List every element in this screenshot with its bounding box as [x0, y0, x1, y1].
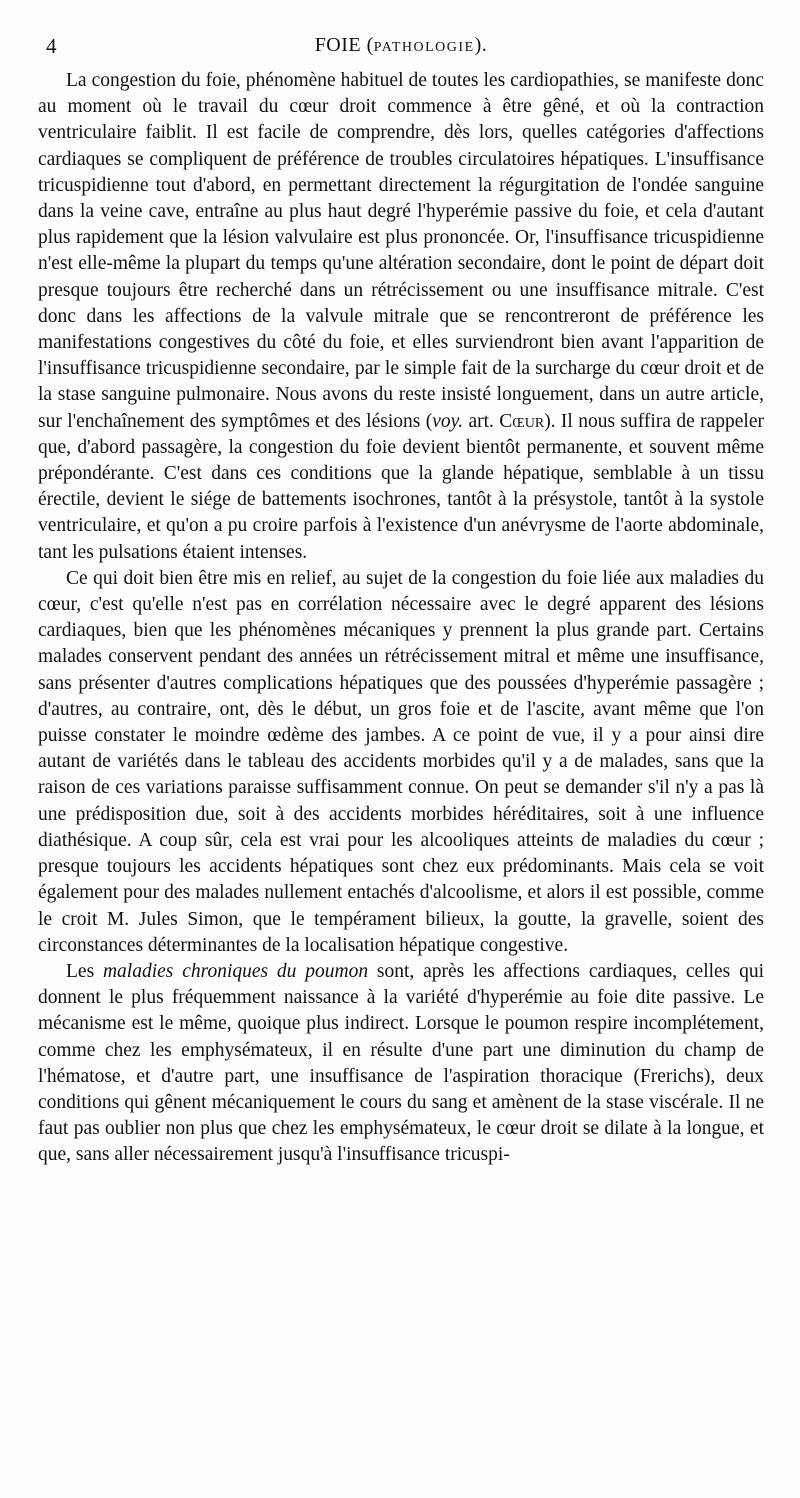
paragraph-2 [38, 566, 764, 959]
text-run: ). Il nous suffira de rappeler que, d'abord passagère, la congestion du foie devient bientôt permanente, et souvent même prépondérante. C'est dans ces conditions que la glande hépatique, semblable à un tissu érectile, devient le siége de battements isochrones, tantôt à la présystole, tantôt à la systole ventriculaire, et qu'on a pu croire parfois à l'existence d'un anévrysme de l'aorte abdominale, tant les pulsations étaient intenses. [38, 410, 764, 563]
paragraph-3 [38, 959, 764, 1169]
text-run: Ce qui doit bien être mis en relief, au sujet de la congestion du foie liée aux maladies du cœur, c'est qu'elle n'est pas en corrélation nécessaire avec le degré apparent des lésions cardiaques, bien que les phénomènes mécaniques y prennent la plus grande part. Certains malades conservent pendant des années un rétrécissement mitral et même une insuffisance, sans présenter d'autres complications hépatiques que des poussées d'hyperémie passagère ; d'autres, au contraire, ont, dès le début, un gros foie et de l'ascite, avant même que l'on puisse constater le moindre œdème des jambes. A ce point de vue, il y a pour ainsi dire autant de variétés dans le tableau des accidents morbides qu'il y a de malades, sans que la raison de ces variations paraisse suffisamment connue. On peut se demander s'il n'y a pas là une prédisposition due, soit à des accidents morbides héréditaires, soit à une influence diathésique. A coup sûr, cela est vrai pour les alcooliques atteints de maladies du cœur ; presque toujours les accidents hépatiques sont chez eux prédominants. Mais cela se voit également pour des malades nullement entachés d'alcoolisme, et alors il est possible, comme le croit M. Jules Simon, que le tempérament bilieux, la goutte, la gravelle, soient des circonstances déterminantes de la localisation hépatique congestive. [38, 567, 764, 956]
text-run-italic: maladies chroniques du poumon [102, 960, 369, 982]
text-run-smallcaps: Cœur [499, 410, 545, 432]
text-run: La congestion du foie, phénomène habituel de toutes les cardiopathies, se manifeste donc au moment où le travail du cœur droit commence à être gêné, et où la contraction ventriculaire faiblit. Il est facile de comprendre, dès lors, quelles catégories d'affections cardiaques se compliquent de préférence de troubles circulatoires hépatiques. L'insuffisance tricuspidienne tout d'abord, en permettant directement la régurgitation de l'ondée sanguine dans la veine cave, entraîne au plus haut degré l'hyperémie passive du foie, et cela d'autant plus rapidement que la lésion valvulaire est plus prononcée. Or, l'insuffisance tricuspidienne n'est elle-même la plupart du temps qu'une altération secondaire, dont le point de départ doit presque toujours être recherché dans un rétrécissement ou une insuffisance mitrale. C'est donc dans les affections de la valvule mitrale que se rencontreront de préférence les manifestations congestives du côté du foie, et elles surviendront bien avant l'apparition de l'insuffisance tricuspidienne secondaire, par le simple fait de la surcharge du cœur droit et de la stase sanguine pulmonaire. Nous avons du reste insisté longuement, dans un autre article, sur l'enchaînement des symptômes et des lésions ( [38, 70, 764, 432]
running-head-sub: PATHOLOGIE [373, 40, 475, 55]
text-run-italic: voy. [432, 410, 464, 432]
running-head [38, 34, 764, 57]
paragraph-1 [38, 68, 764, 566]
text-run: sont, après les affections cardiaques, celles qui donnent le plus fréquemment naissance à la variété d'hyperémie au foie dite passive. Le mécanisme est le même, quoique plus indirect. Lorsque le poumon respire incomplétement, comme chez les emphysémateux, il en résulte d'une part une diminution du champ de l'hématose, et d'autre part, une insuffisance de l'aspiration thoracique (Frerichs), deux conditions qui gênent mécaniquement le cours du sang et amènent de la stase viscérale. Il ne faut pas oublier non plus que chez les emphysémateux, le cœur droit se dilate à la longue, et que, sans aller nécessairement jusqu'à l'insuffisance tricuspi- [38, 960, 764, 1166]
running-head-main: FOIE ( [314, 34, 374, 56]
page-number: 4 [46, 34, 57, 58]
text-run: art. [463, 410, 500, 432]
running-head-end: ). [474, 34, 488, 56]
body-text [38, 68, 764, 1169]
text-run: Les [66, 960, 103, 982]
page-header [38, 28, 764, 64]
